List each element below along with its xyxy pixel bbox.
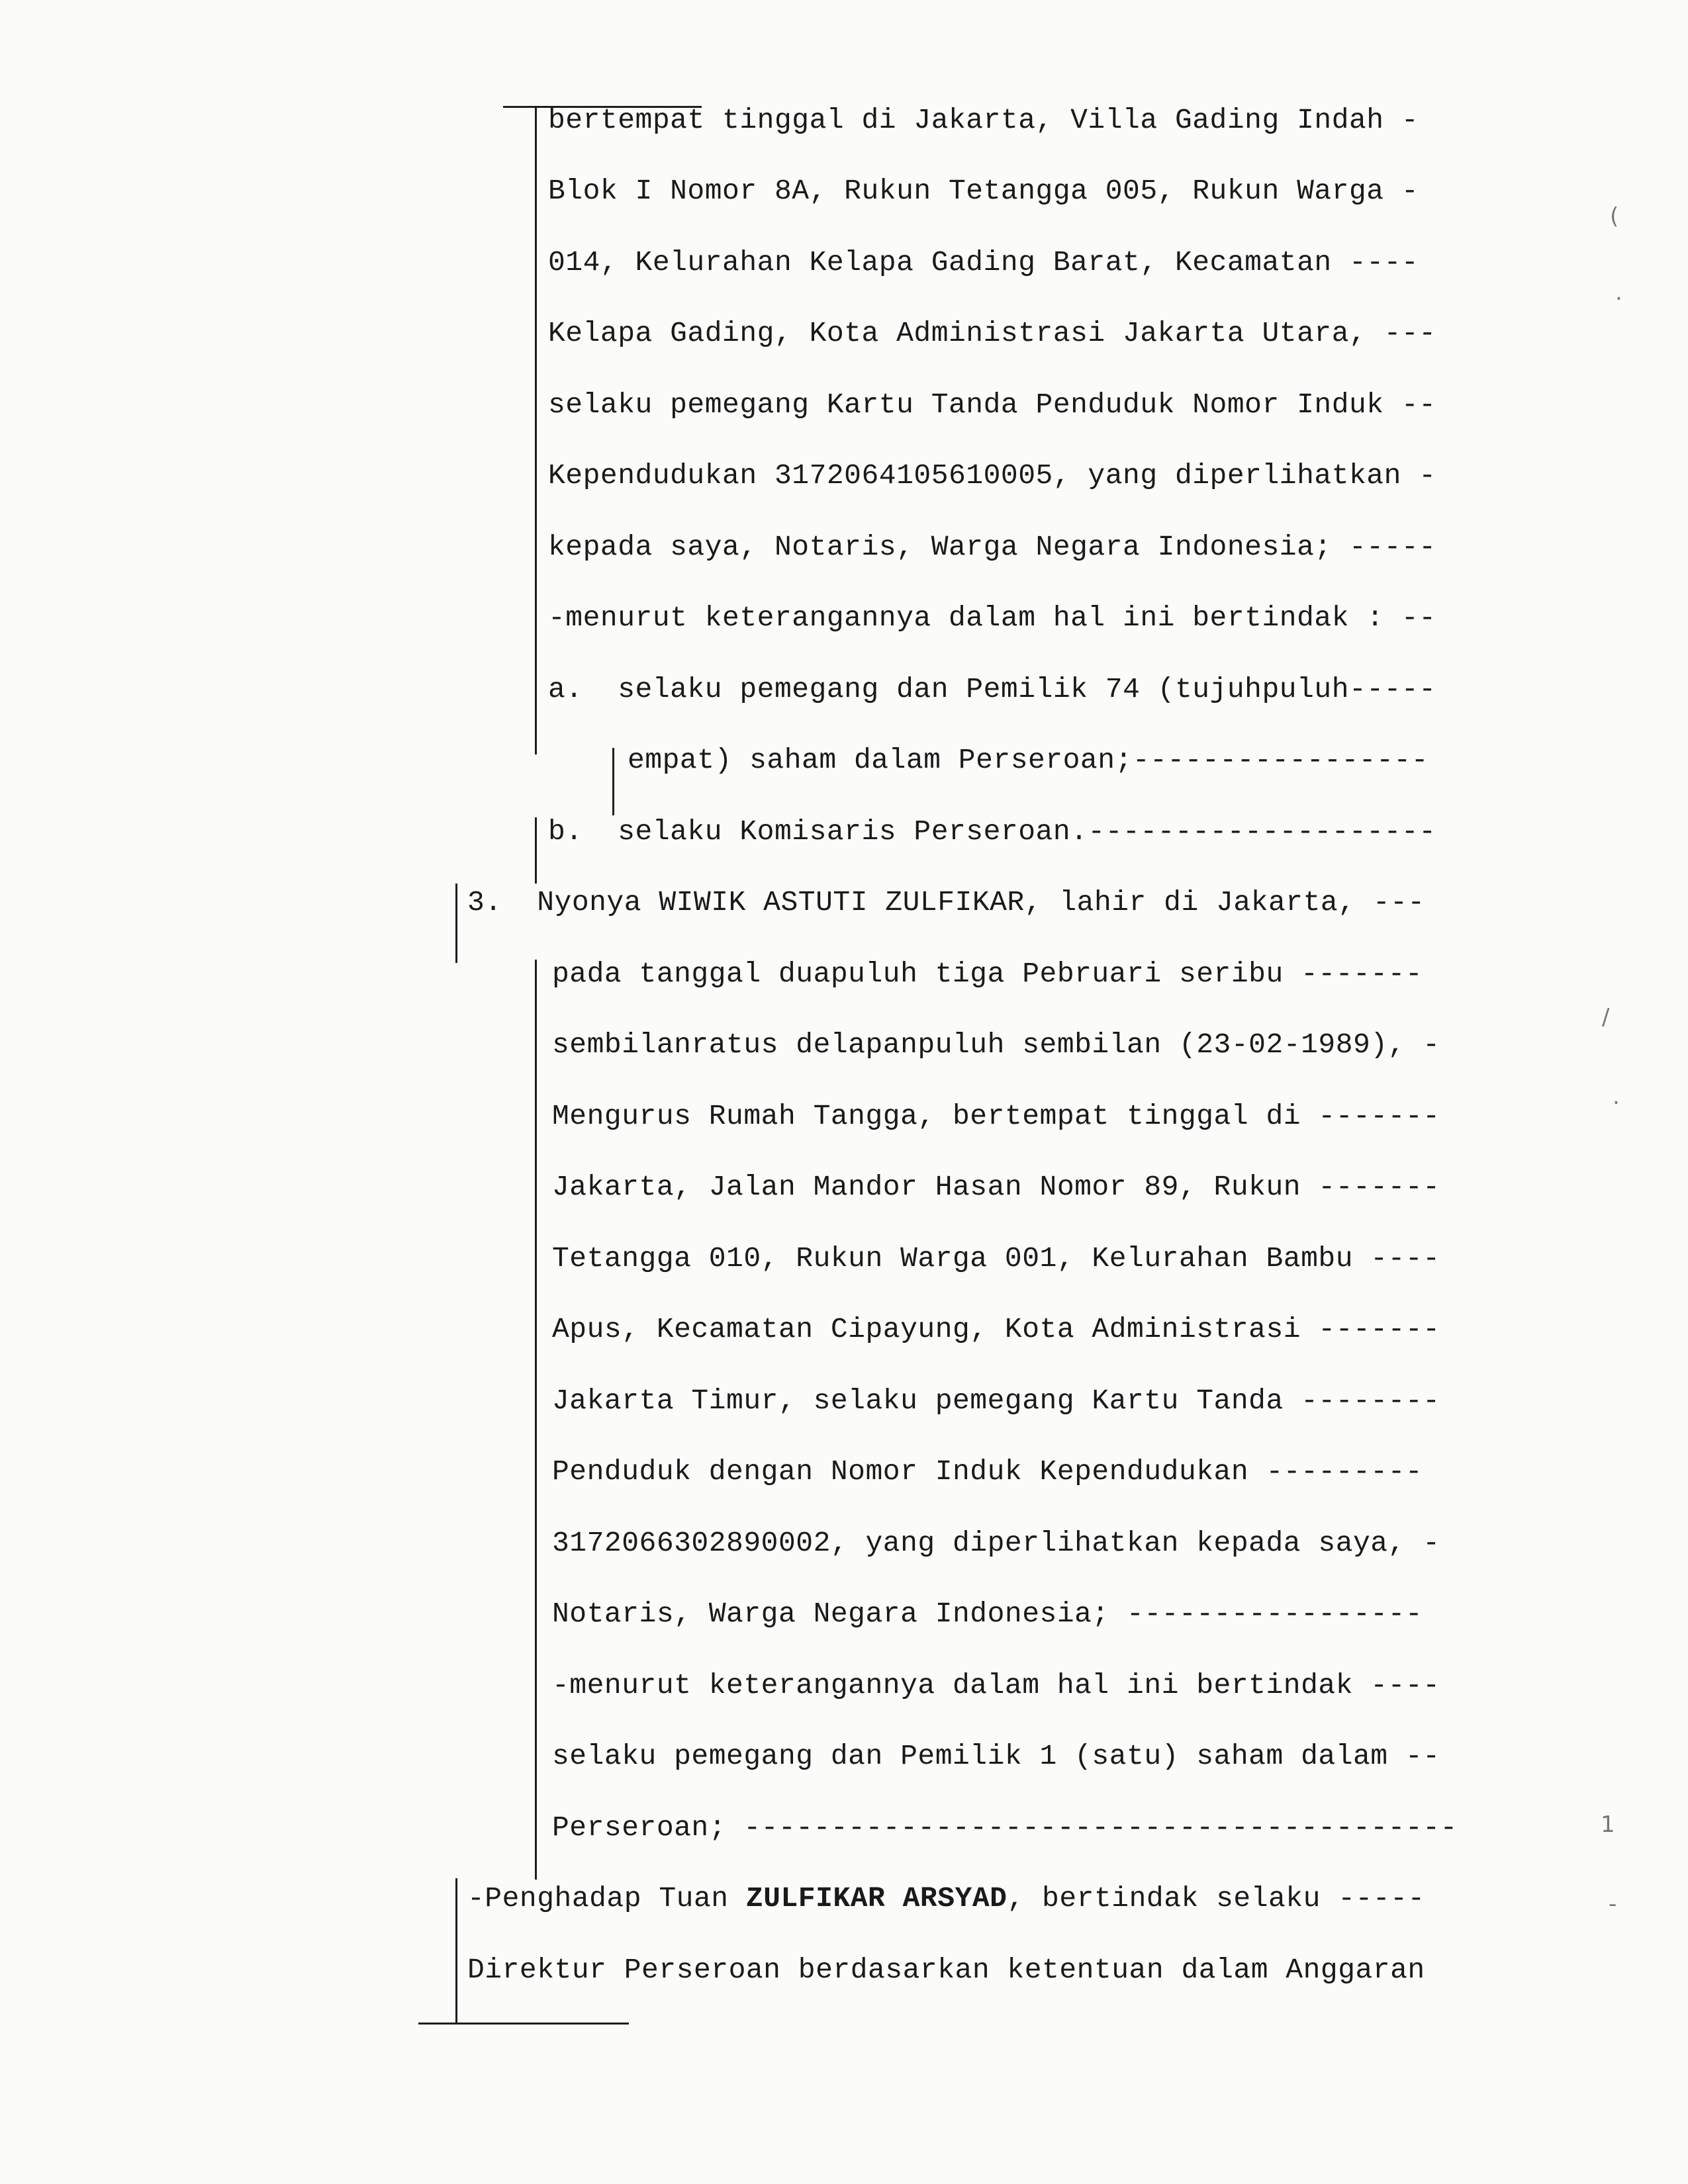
text-line: bertempat tinggal di Jakarta, Villa Gading Indah - bbox=[548, 104, 1419, 136]
text-line: Mengurus Rumah Tangga, bertempat tinggal di ------- bbox=[552, 1100, 1440, 1132]
party-item-3: 3. Nyonya WIWIK ASTUTI ZULFIKAR, lahir di Jakarta, --- bbox=[467, 886, 1425, 919]
list-item-a: a. selaku pemegang dan Pemilik 74 (tujuhpuluh----- bbox=[548, 673, 1436, 705]
margin-rule-empat bbox=[612, 748, 614, 815]
text-line: selaku pemegang Kartu Tanda Penduduk Nomor Induk -- bbox=[548, 388, 1436, 421]
scan-mark: . bbox=[1613, 1083, 1620, 1110]
text-line: 014, Kelurahan Kelapa Gading Barat, Kecamatan ---- bbox=[548, 246, 1419, 279]
margin-rule-item3 bbox=[455, 884, 457, 963]
text-line: Jakarta, Jalan Mandor Hasan Nomor 89, Rukun ------- bbox=[552, 1171, 1440, 1203]
closing-suffix: , bertindak selaku ----- bbox=[1007, 1882, 1425, 1915]
text-line: Notaris, Warga Negara Indonesia; ----------------- bbox=[552, 1598, 1423, 1630]
text-line: Blok I Nomor 8A, Rukun Tetangga 005, Rukun Warga - bbox=[548, 175, 1419, 207]
text-line: -menurut keterangannya dalam hal ini bertindak : -- bbox=[548, 602, 1436, 634]
text-line: sembilanratus delapanpuluh sembilan (23-02-1989), - bbox=[552, 1028, 1440, 1061]
margin-rule-top bbox=[535, 106, 537, 754]
text-line: Kelapa Gading, Kota Administrasi Jakarta Utara, --- bbox=[548, 317, 1436, 349]
margin-rule-closing bbox=[455, 1878, 457, 2024]
scan-mark: ( bbox=[1610, 203, 1619, 230]
text-line: -menurut keterangannya dalam hal ini bertindak ---- bbox=[552, 1669, 1440, 1702]
text-line: Tetangga 010, Rukun Warga 001, Kelurahan Bambu ---- bbox=[552, 1242, 1440, 1275]
margin-rule-b bbox=[535, 817, 537, 884]
closing-prefix: -Penghadap Tuan bbox=[467, 1882, 746, 1915]
text-line: Apus, Kecamatan Cipayung, Kota Administrasi ------- bbox=[552, 1313, 1440, 1345]
text-line: 3172066302890002, yang diperlihatkan kepada saya, - bbox=[552, 1527, 1440, 1559]
list-item-b: b. selaku Komisaris Perseroan.-------------------- bbox=[548, 815, 1436, 848]
scan-mark: 1 bbox=[1601, 1811, 1615, 1838]
closing-line-1 bbox=[467, 1882, 1425, 1915]
margin-rule-menurut bbox=[535, 1648, 537, 1880]
scan-mark: - bbox=[1609, 1891, 1617, 1917]
text-line: Perseroan; ----------------------------------------- bbox=[552, 1811, 1458, 1844]
margin-rule-nyonya bbox=[535, 960, 537, 1648]
scan-mark: / bbox=[1602, 1004, 1610, 1030]
text-line: selaku pemegang dan Pemilik 1 (satu) saham dalam -- bbox=[552, 1740, 1440, 1772]
closing-name-bold: ZULFIKAR ARSYAD bbox=[745, 1882, 1008, 1915]
margin-tick-bottom bbox=[418, 2023, 629, 2025]
text-line: Penduduk dengan Nomor Induk Kependudukan --------- bbox=[552, 1455, 1423, 1488]
text-line: kepada saya, Notaris, Warga Negara Indonesia; ----- bbox=[548, 531, 1436, 563]
list-item-a-continued: empat) saham dalam Perseroan;----------------- bbox=[628, 744, 1429, 776]
text-line: Jakarta Timur, selaku pemegang Kartu Tanda -------- bbox=[552, 1385, 1440, 1417]
closing-line-2: Direktur Perseroan berdasarkan ketentuan dalam Anggaran bbox=[467, 1954, 1425, 1986]
text-line: Kependudukan 3172064105610005, yang diperlihatkan - bbox=[548, 459, 1436, 492]
text-line: pada tanggal duapuluh tiga Pebruari seribu ------- bbox=[552, 958, 1423, 990]
scan-mark: . bbox=[1615, 279, 1622, 306]
